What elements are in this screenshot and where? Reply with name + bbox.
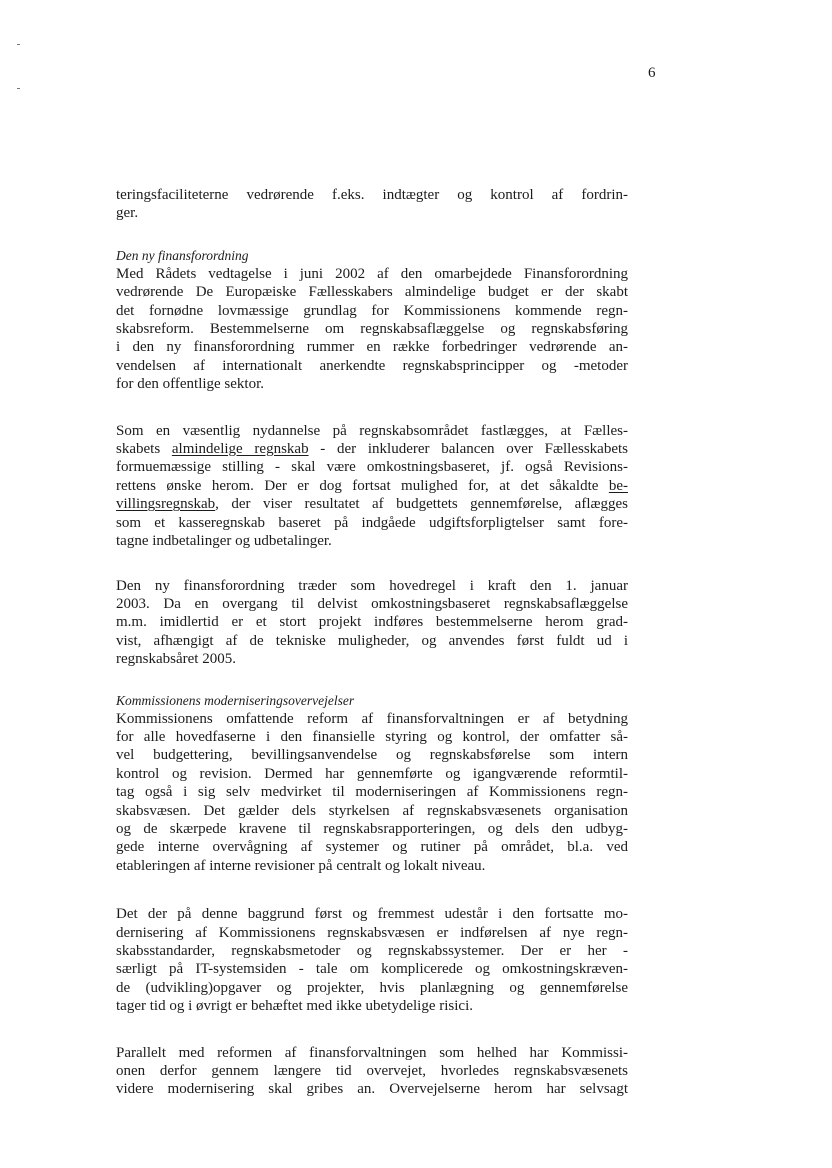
text-line: formuemæssige stilling - skal være omkostningsbaseret, jf. også Revisions- — [116, 459, 628, 476]
paragraph — [116, 1044, 628, 1099]
text-line — [116, 495, 628, 513]
text-line: Parallelt med reformen af finansforvaltningen som helhed har Kommissi- — [116, 1044, 628, 1061]
scan-speck — [17, 44, 20, 45]
section-heading: Den ny finansforordning — [116, 247, 249, 263]
underlined-term: almindelige regnskab — [171, 441, 309, 458]
text-line: Den ny finansforordning træder som hovedregel i kraft den 1. januar — [116, 577, 628, 594]
paragraph — [116, 265, 628, 394]
text-fragment: skabets — [116, 441, 172, 458]
text-line: Det der på denne baggrund først og fremmest udestår i den fortsatte mo- — [116, 906, 628, 923]
text-line: Med Rådets vedtagelse i juni 2002 af den omarbejdede Finansforordning — [116, 265, 628, 282]
scan-speck — [17, 88, 20, 89]
text-fragment: , der viser resultatet af budgettets gennemførelse, aflægges — [215, 496, 628, 513]
paragraph — [116, 710, 628, 876]
text-line: dernisering af Kommissionens regnskabsvæsen er indførelsen af nye regn- — [116, 924, 628, 941]
text-line: særligt på IT-systemsiden - tale om komplicerede og omkostningskræven- — [116, 961, 628, 978]
text-line: m.m. imidlertid er et stort projekt indføres bestemmelserne herom grad- — [116, 614, 628, 631]
underlined-term: villingsregnskab — [116, 496, 216, 513]
text-line: de (udvikling)opgaver og projekter, hvis planlægning og gennemførelse — [116, 979, 628, 996]
section-heading: Kommissionens moderniseringsovervejelser — [116, 692, 355, 708]
text-line: gede interne overvågning af systemer og rutiner på området, bl.a. ved — [116, 839, 628, 856]
text-line: det fornødne lovmæssige grundlag for Kommissionens kommende regn- — [116, 302, 628, 319]
paragraph — [116, 905, 628, 1015]
text-line: tag også i sig selv medvirket til moderniseringen af Kommissionens regn- — [116, 784, 628, 801]
document-body — [116, 186, 628, 1099]
text-line: Kommissionens omfattende reform af finansforvaltningen er af betydning — [116, 710, 628, 727]
text-line: som et kasseregnskab baseret på indgåede udgiftsforpligtelser samt fore- — [116, 514, 628, 531]
text-line: for alle hovedfaserne i den finansielle styring og kontrol, der omfatter så- — [116, 728, 628, 745]
paragraph — [116, 577, 628, 669]
text-line: tagne indbetalinger og udbetalinger. — [116, 533, 332, 550]
text-fragment: - der inkluderer balancen over Fællesskabets — [308, 441, 628, 458]
text-line: teringsfaciliteterne vedrørende f.eks. indtægter og kontrol af fordrin- — [116, 187, 628, 203]
text-line — [116, 440, 628, 458]
text-line: ger. — [116, 205, 139, 222]
paragraph — [116, 422, 628, 551]
text-line: for den offentlige sektor. — [116, 376, 265, 393]
text-line: videre modernisering skal gribes an. Overvejelserne herom har selvsagt — [116, 1081, 628, 1098]
text-line: vedrørende De Europæiske Fællesskabers almindelige budget er der skabt — [116, 284, 628, 301]
text-line: vel budgettering, bevillingsanvendelse og regnskabsførelse som intern — [116, 747, 628, 764]
text-line: skabsvæsen. Det gælder dels styrkelsen af regnskabsvæsenets organisation — [116, 802, 628, 819]
text-line: og de skærpede kravene til regnskabsrapporteringen, og dels den udbyg- — [116, 820, 628, 837]
text-line: onen derfor gennem længere tid overvejet, hvorledes regnskabsvæsenets — [116, 1063, 628, 1080]
text-line: etableringen af interne revisioner på centralt og lokalt niveau. — [116, 857, 486, 874]
text-line: 2003. Da en overgang til delvist omkostningsbaseret regnskabsaflæggelse — [116, 595, 628, 612]
text-line: vist, afhængigt af de tekniske muligheder, og anvendes først fuldt ud i — [116, 632, 628, 649]
text-fragment: rettens ønske herom. Der er dog fortsat mulighed for, at det såkaldte — [116, 477, 609, 494]
text-line: kontrol og revision. Dermed har gennemførte og igangværende reformtil- — [116, 765, 628, 782]
underlined-term: be- — [608, 477, 628, 494]
text-line — [116, 477, 628, 495]
text-line: Som en væsentlig nydannelse på regnskabsområdet fastlægges, at Fælles- — [116, 422, 628, 439]
text-line: regnskabsåret 2005. — [116, 651, 236, 668]
text-line: tager tid og i øvrigt er behæftet med ikke ubetydelige risici. — [116, 998, 473, 1015]
page-number: 6 — [648, 65, 656, 81]
text-line: vendelsen af internationalt anerkendte regnskabsprincipper og -metoder — [116, 357, 628, 374]
text-line: skabsstandarder, regnskabsmetoder og regnskabssystemer. Der er her - — [116, 943, 628, 959]
text-line: skabsreform. Bestemmelserne om regnskabsaflæggelse og regnskabsføring — [116, 321, 628, 338]
intro-paragraph — [116, 186, 628, 223]
text-line: i den ny finansforordning rummer en række forbedringer vedrørende an- — [116, 339, 628, 356]
